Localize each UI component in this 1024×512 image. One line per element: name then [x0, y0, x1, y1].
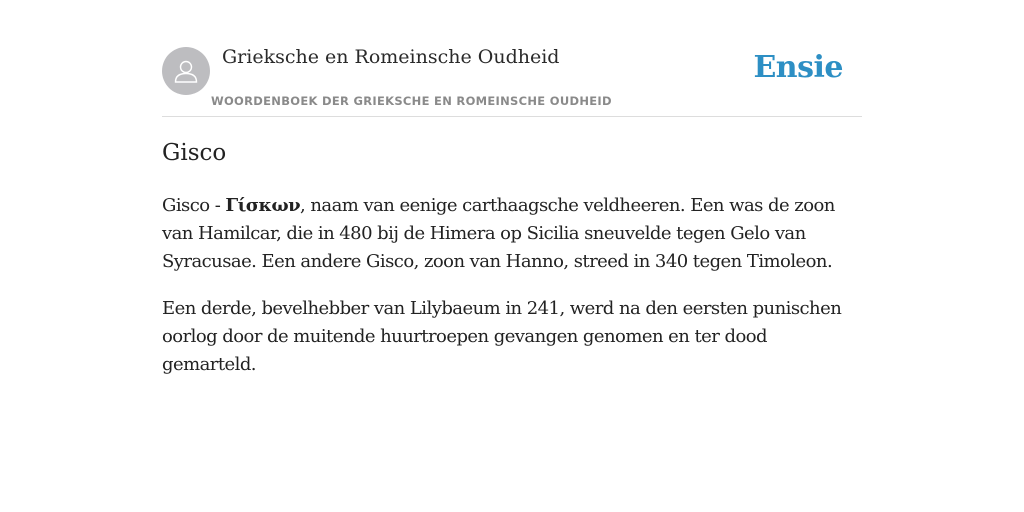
entry-paragraph-2: Een derde, bevelhebber van Lilybaeum in 241, werd na den eersten punischen oorlog door de muitende huurtroepen gevangen genomen en ter dood gemarteld. — [162, 298, 842, 375]
header — [162, 0, 862, 117]
site-title[interactable]: Grieksche en Romeinsche Oudheid — [222, 46, 560, 68]
entry-lead: Gisco - — [162, 195, 226, 216]
ensie-logo[interactable]: Ensie — [753, 50, 843, 85]
site-subtitle: WOORDENBOEK DER GRIEKSCHE EN ROMEINSCHE OUDHEID — [211, 94, 612, 108]
user-icon — [172, 57, 200, 85]
entry-title: Gisco — [162, 140, 227, 166]
page — [162, 0, 862, 512]
avatar[interactable] — [162, 47, 210, 95]
greek-term: Γίσκων — [225, 195, 301, 216]
entry-paragraph-1-text: , naam van eenige carthaagsche veldheeren. Een was de zoon van Hamilcar, die in 480 bij de Himera op Sicilia sneuvelde tegen Gelo van Syracusae. Een andere Gisco, zoon van Hanno, streed in 340 tegen Timoleon. — [162, 195, 835, 272]
entry-paragraph-1 — [162, 192, 862, 276]
entry-body — [162, 192, 862, 398]
